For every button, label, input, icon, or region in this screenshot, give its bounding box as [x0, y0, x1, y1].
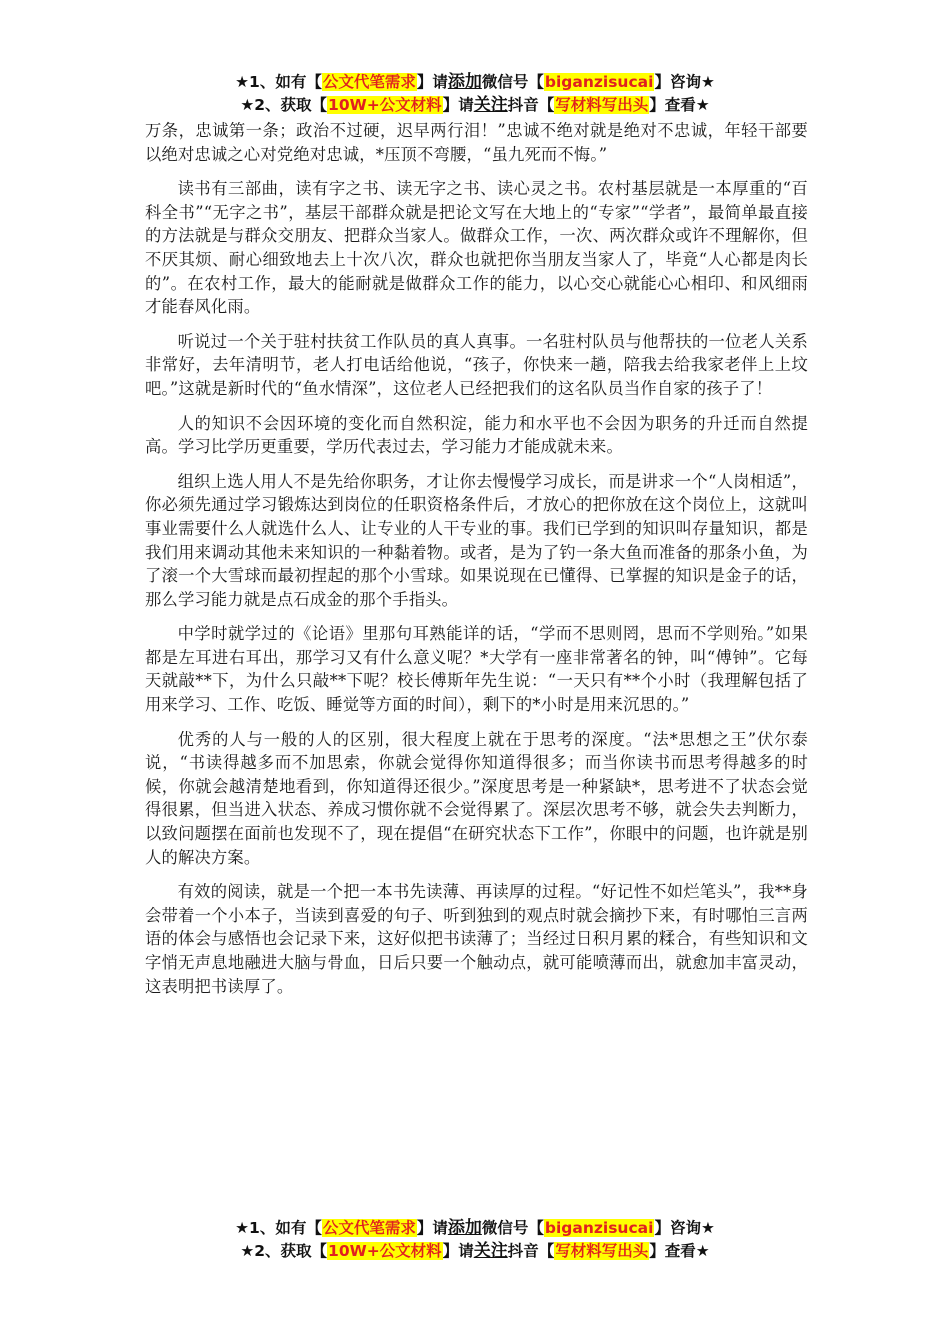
- emphasis-follow: 关注: [473, 1241, 508, 1261]
- highlight-douyin-account: 写材料写出头: [555, 1242, 649, 1260]
- banner-line-1: ★1、如有【公文代笔需求】请添加微信号【biganzisucai】咨询★: [235, 1218, 715, 1238]
- paragraph-3: 听说过一个关于驻村扶贫工作队员的真人真事。一名驻村队员与他帮扶的一位老人关系非常好，去年清明节，老人打电话给他说，“孩子，你快来一趟，陪我去给我家老伴上上坟吧。”这就是新时代的“鱼水情深”，这位老人已经把我们的这名队员当作自家的孩子了！: [145, 331, 808, 398]
- paragraph-2: 读书有三部曲，读有字之书、读无字之书、读心灵之书。农村基层就是一本厚重的“百科全书”“无字之书”，基层干部群众就是把论文写在大地上的“专家”“学者”，最简单最直接的方法就是与群众交朋友、把群众当家人。做群众工作，一次、两次群众或许不理解你，但不厌其烦、耐心细致地去上十次八次，群众也就把你当朋友当家人了，毕竟“人心都是肉长的”。在农村工作，最大的能耐就是做群众工作的能力，以心交心就能心心相印、和风细雨才能春风化雨。: [145, 179, 808, 317]
- highlight-service: 公文代笔需求: [322, 1219, 416, 1237]
- banner-line-2: ★2、获取【10W+公文材料】请关注抖音【写材料写出头】查看★: [240, 1241, 710, 1261]
- highlight-wechat-id: biganzisucai: [544, 1219, 654, 1237]
- paragraph-4: 人的知识不会因环境的变化而自然积淀，能力和水平也不会因为职务的升迁而自然提高。学习比学历更重要，学历代表过去，学习能力才能成就未来。: [145, 413, 808, 457]
- emphasis-add: 添加: [447, 72, 482, 92]
- emphasis-follow: 关注: [473, 95, 508, 115]
- paragraph-5: 组织上选人用人不是先给你职务，才让你去慢慢学习成长，而是讲求一个“人岗相适”，你必须先通过学习锻炼达到岗位的任职资格条件后，才放心的把你放在这个岗位上，这就叫事业需要什么人就选什么人、让专业的人干专业的事。我们已学到的知识叫存量知识，都是我们用来调动其他未来知识的一种黏着物。或者，是为了钓一条大鱼而准备的那条小鱼，为了滚一个大雪球而最初捏起的那个小雪球。如果说现在已懂得、已掌握的知识是金子的话，那么学习能力就是点石成金的那个手指头。: [145, 471, 808, 609]
- highlight-service: 公文代笔需求: [322, 73, 416, 91]
- banner-line-2: ★2、获取【10W+公文材料】请关注抖音【写材料写出头】查看★: [240, 95, 710, 115]
- paragraph-1: 万条，忠诚第一条；政治不过硬，迟早两行泪！”忠诚不绝对就是绝对不忠诚，年轻干部要以绝对忠诚之心对党绝对忠诚，*压顶不弯腰，“虽九死而不悔。”: [145, 121, 808, 164]
- document-body: [145, 119, 808, 1009]
- emphasis-add: 添加: [447, 1218, 482, 1238]
- paragraph-6: 中学时就学过的《论语》里那句耳熟能详的话，“学而不思则罔，思而不学则殆。”如果都是左耳进右耳出，那学习又有什么意义呢？*大学有一座非常著名的钟，叫“傅钟”。它每天就敲**下，为什么只敲**下呢？校长傅斯年先生说：“一天只有**个小时（我理解包括了用来学习、工作、吃饭、睡觉等方面的时间），剩下的*小时是用来沉思的。”: [145, 624, 808, 715]
- footer-banner: [0, 1217, 950, 1263]
- banner-line-1: ★1、如有【公文代笔需求】请添加微信号【biganzisucai】咨询★: [235, 72, 715, 92]
- highlight-douyin-account: 写材料写出头: [555, 96, 649, 114]
- paragraph-7: 优秀的人与一般的人的区别，很大程度上就在于思考的深度。“法*思想之王”伏尔泰说，“书读得越多而不加思索，你就会觉得你知道得很多；而当你读书而思考得越多的时候，你就会越清楚地看到，你知道得还很少。”深度思考是一种紧缺*，思考进不了状态会觉得很累，但当进入状态、养成习惯你就不会觉得累了。深层次思考不够，就会失去判断力，以致问题摆在面前也发现不了，现在提倡“在研究状态下工作”，你眼中的问题，也许就是别人的解决方案。: [145, 729, 808, 867]
- highlight-wechat-id: biganzisucai: [544, 73, 654, 91]
- paragraph-8: 有效的阅读，就是一个把一本书先读薄、再读厚的过程。“好记性不如烂笔头”，我**身会带着一个小本子，当读到喜爱的句子、听到独到的观点时就会摘抄下来，有时哪怕三言两语的体会与感悟也会记录下来，这好似把书读薄了；当经过日积月累的糅合，有些知识和文字悄无声息地融进大脑与骨血，日后只要一个触动点，就可能喷薄而出，就愈加丰富灵动，这表明把书读厚了。: [145, 882, 808, 996]
- highlight-materials: 10W+公文材料: [328, 1242, 442, 1260]
- highlight-materials: 10W+公文材料: [328, 96, 442, 114]
- header-banner: [0, 71, 950, 117]
